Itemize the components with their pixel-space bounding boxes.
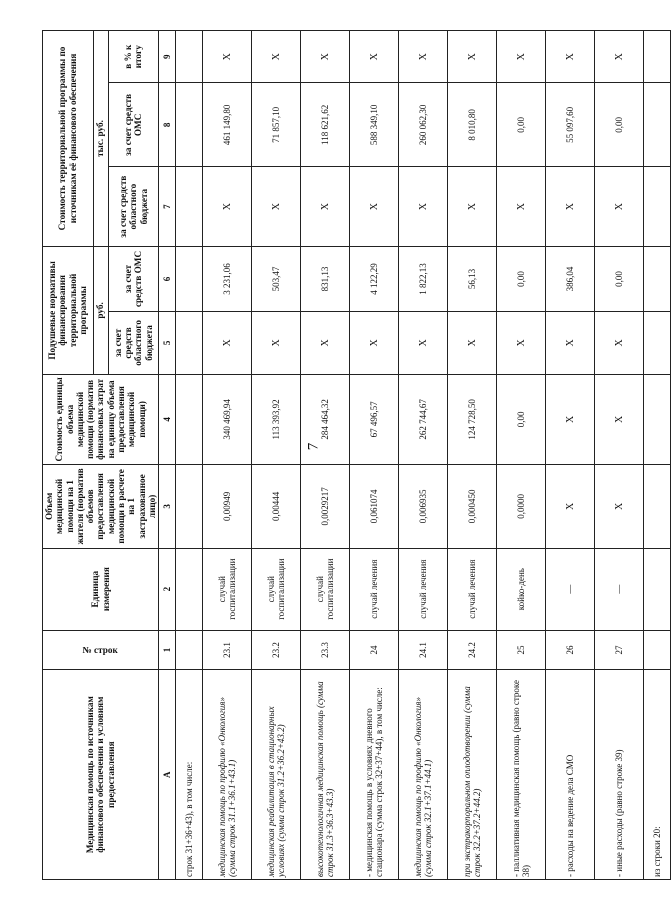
row-name: - паллиативная медицинская помощь (равно строке 38) [497, 670, 546, 880]
row-norm-oms: 831,13 [301, 246, 350, 311]
row-cost-oms: 0,00 [497, 83, 546, 167]
table-row [252, 31, 301, 880]
row-norm-regional: Х [203, 311, 252, 374]
row-unit: случай госпитализации [301, 548, 350, 630]
row-percent: Х [301, 31, 350, 83]
header-thous-rub: тыс. руб. [93, 31, 108, 247]
table-row [644, 31, 671, 880]
table-row [399, 31, 448, 880]
row-norm-oms: 386,04 [546, 246, 595, 311]
column-numbers-row [159, 31, 176, 880]
table-row [176, 31, 203, 880]
page-number: 7 [305, 442, 322, 451]
row-unit-cost: 284 464,32 [301, 374, 350, 464]
row-unit-cost: 340 469,94 [203, 374, 252, 464]
row-percent [644, 31, 671, 83]
row-number [176, 630, 203, 670]
col-number: 3 [159, 464, 176, 548]
row-norm-oms: 503,47 [252, 246, 301, 311]
row-volume: 0,00949 [203, 464, 252, 548]
row-cost-regional: Х [497, 167, 546, 247]
row-norm-oms [176, 246, 203, 311]
row-percent: Х [546, 31, 595, 83]
row-number: 24.2 [448, 630, 497, 670]
row-number: 25 [497, 630, 546, 670]
row-cost-regional: Х [595, 167, 644, 247]
row-unit-cost [176, 374, 203, 464]
col-number: 1 [159, 630, 176, 670]
row-cost-oms: 588 349,10 [350, 83, 399, 167]
row-cost-regional: Х [203, 167, 252, 247]
table-body [176, 31, 671, 880]
row-volume: 0,0029217 [301, 464, 350, 548]
row-volume: 0,000450 [448, 464, 497, 548]
row-volume: 0,00444 [252, 464, 301, 548]
row-cost-regional: Х [448, 167, 497, 247]
row-norm-oms: 0,00 [497, 246, 546, 311]
row-volume: 0,0000 [497, 464, 546, 548]
row-percent: Х [448, 31, 497, 83]
row-unit-cost [644, 374, 671, 464]
header-row-no: № строк [43, 630, 159, 670]
row-name: при экстракорпоральном оплодотворении (сумма строк 32.2+37.2+44.2) [448, 670, 497, 880]
row-volume: Х [595, 464, 644, 548]
row-norm-regional: Х [595, 311, 644, 374]
row-unit: — [595, 548, 644, 630]
row-percent: Х [252, 31, 301, 83]
row-unit: случай лечения [448, 548, 497, 630]
row-percent [176, 31, 203, 83]
row-norm-regional: Х [399, 311, 448, 374]
row-percent: Х [497, 31, 546, 83]
table-row [595, 31, 644, 880]
row-number [644, 630, 671, 670]
row-name: медицинская реабилитация в стационарных условиях (сумма строк 31.2+36.2+43.2) [252, 670, 301, 880]
row-norm-oms: 56,13 [448, 246, 497, 311]
row-cost-regional: Х [546, 167, 595, 247]
row-cost-regional: Х [252, 167, 301, 247]
col-number: 6 [159, 246, 176, 311]
row-cost-oms: 118 621,62 [301, 83, 350, 167]
rotated-page [42, 30, 663, 880]
row-name: из строки 20: [644, 670, 671, 880]
col-number: 2 [159, 548, 176, 630]
row-norm-oms: 0,00 [595, 246, 644, 311]
row-number: 27 [595, 630, 644, 670]
row-unit [176, 548, 203, 630]
row-norm-oms: 1 822,13 [399, 246, 448, 311]
row-cost-oms [644, 83, 671, 167]
row-cost-regional: Х [301, 167, 350, 247]
row-unit: случай госпитализации [203, 548, 252, 630]
row-cost-oms: 55 097,60 [546, 83, 595, 167]
row-name: медицинская помощь по профилю «Онкология» (сумма строк 31.1+36.1+43.1) [203, 670, 252, 880]
header-norm-oms: за счет средств ОМС [108, 246, 159, 311]
row-unit: койко-день [497, 548, 546, 630]
row-unit [644, 548, 671, 630]
col-number: 9 [159, 31, 176, 83]
row-cost-oms: 260 062,30 [399, 83, 448, 167]
row-percent: Х [350, 31, 399, 83]
row-cost-regional [176, 167, 203, 247]
row-number: 24.1 [399, 630, 448, 670]
row-unit: — [546, 548, 595, 630]
row-volume: 0,006935 [399, 464, 448, 548]
row-cost-oms [176, 83, 203, 167]
row-norm-oms: 3 231,06 [203, 246, 252, 311]
header-rub: руб. [93, 246, 108, 374]
header-percent: в % к итогу [108, 31, 159, 83]
header-cost: Стоимость единицы объема медицинской помощи (норматив финансовых затрат на единицу объема предоставления медицинской помощи) [43, 374, 159, 464]
row-percent: Х [595, 31, 644, 83]
row-norm-regional: Х [301, 311, 350, 374]
table-row [497, 31, 546, 880]
row-norm-regional [176, 311, 203, 374]
header-cost-group: Стоимость территориальной программы по источникам её финансового обеспечения [43, 31, 94, 247]
row-percent: Х [399, 31, 448, 83]
table-row [546, 31, 595, 880]
financing-table [42, 30, 671, 880]
table-row [203, 31, 252, 880]
row-norm-regional [644, 311, 671, 374]
row-volume [176, 464, 203, 548]
header-name: Медицинская помощь по источникам финансового обеспечения и условиям предоставления [43, 670, 159, 880]
row-name: - медицинская помощь в условиях дневного стационара (сумма строк 32+37+44), в том числе: [350, 670, 399, 880]
row-unit: случай госпитализации [252, 548, 301, 630]
row-unit: случай лечения [350, 548, 399, 630]
col-number: 4 [159, 374, 176, 464]
row-cost-oms: 0,00 [595, 83, 644, 167]
row-unit-cost: Х [546, 374, 595, 464]
row-volume: 0,061074 [350, 464, 399, 548]
row-unit-cost: Х [595, 374, 644, 464]
row-volume [644, 464, 671, 548]
row-percent: Х [203, 31, 252, 83]
row-cost-regional: Х [399, 167, 448, 247]
row-cost-regional [644, 167, 671, 247]
row-number: 26 [546, 630, 595, 670]
row-volume: Х [546, 464, 595, 548]
col-number: 7 [159, 167, 176, 247]
row-norm-regional: Х [448, 311, 497, 374]
row-norm-oms [644, 246, 671, 311]
row-name: - расходы на ведение дела СМО [546, 670, 595, 880]
row-name: высокотехнологичная медицинская помощь (сумма строк 31.3+36.3+43.3) [301, 670, 350, 880]
row-cost-oms: 8 010,80 [448, 83, 497, 167]
header-unit: Единица измерения [43, 548, 159, 630]
row-unit-cost: 113 393,92 [252, 374, 301, 464]
row-cost-oms: 71 857,10 [252, 83, 301, 167]
table-row [350, 31, 399, 880]
header-norm-regional: за счет средств областного бюджета [108, 311, 159, 374]
row-norm-regional: Х [546, 311, 595, 374]
row-norm-regional: Х [252, 311, 301, 374]
row-name: строк 31+36+43), в том числе: [176, 670, 203, 880]
header-cost-regional: за счет средств областного бюджета [108, 167, 159, 247]
header-norms-group: Подушевые нормативы финансирования территориальной программы [43, 246, 94, 374]
table-row [448, 31, 497, 880]
col-number: 8 [159, 83, 176, 167]
table-row [301, 31, 350, 880]
row-name: медицинская помощь по профилю «Онкология» (сумма строк 32.1+37.1+44.1) [399, 670, 448, 880]
header-volume: Объем медицинской помощи на 1 жителя (норматив объемов предоставления медицинской помощи в расчете на 1 застрахованное лицо) [43, 464, 159, 548]
row-name: - иные расходы (равно строке 39) [595, 670, 644, 880]
row-number: 23.2 [252, 630, 301, 670]
row-norm-regional: Х [350, 311, 399, 374]
row-cost-oms: 461 149,80 [203, 83, 252, 167]
row-cost-regional: Х [350, 167, 399, 247]
col-number: А [159, 670, 176, 880]
row-unit: случай лечения [399, 548, 448, 630]
header-cost-oms: за счет средств ОМС [108, 83, 159, 167]
row-norm-regional: Х [497, 311, 546, 374]
row-norm-oms: 4 122,29 [350, 246, 399, 311]
row-unit-cost: 67 496,57 [350, 374, 399, 464]
row-unit-cost: 124 728,50 [448, 374, 497, 464]
row-number: 23.1 [203, 630, 252, 670]
row-unit-cost: 262 744,67 [399, 374, 448, 464]
row-number: 24 [350, 630, 399, 670]
row-number: 23.3 [301, 630, 350, 670]
col-number: 5 [159, 311, 176, 374]
row-unit-cost: 0,00 [497, 374, 546, 464]
